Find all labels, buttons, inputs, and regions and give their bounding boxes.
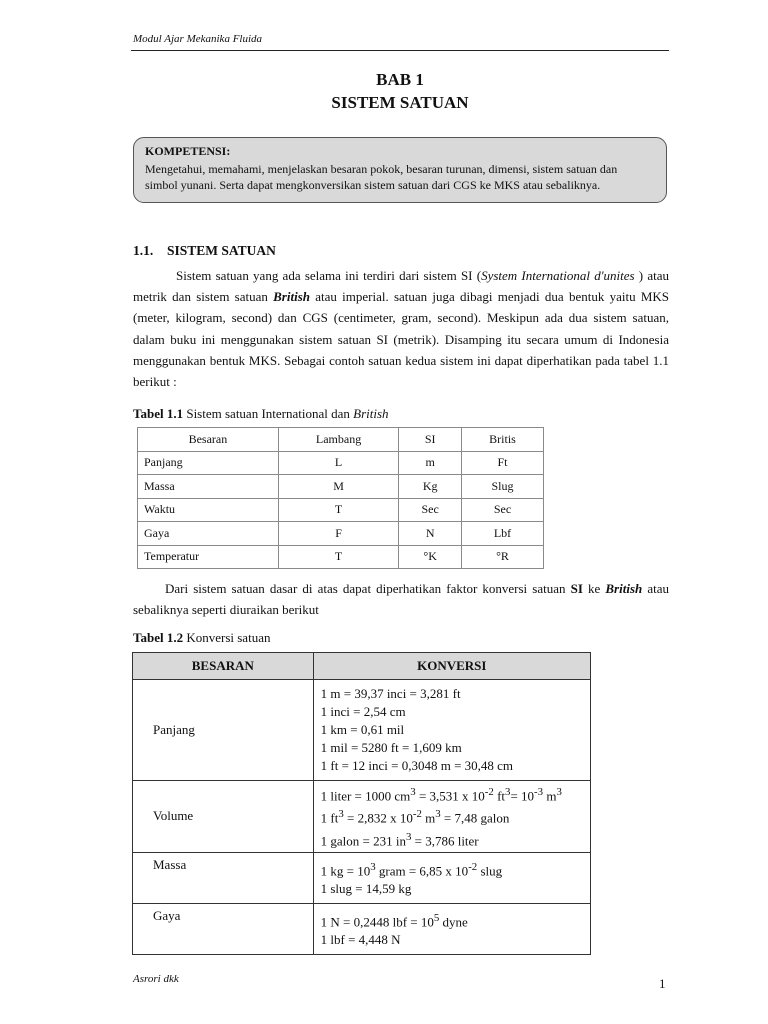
table-cell: Temperatur bbox=[138, 545, 279, 569]
table-cell: Ft bbox=[462, 451, 544, 475]
superscript: -2 bbox=[468, 860, 478, 873]
table-header-row bbox=[133, 653, 591, 680]
header-cell-besaran: BESARAN bbox=[133, 653, 314, 680]
superscript: 3 bbox=[556, 786, 562, 798]
text-run: gram = 6,85 x 10 bbox=[375, 863, 469, 879]
table-cell: m bbox=[399, 451, 462, 475]
text-run: 1 N = 0,2448 lbf = 10 bbox=[320, 914, 434, 930]
table-cell: Waktu bbox=[138, 498, 279, 522]
header-cell-konversi: KONVERSI bbox=[313, 653, 590, 680]
para2-text-3: atau sebaliknya seperti diuraikan berikut bbox=[133, 581, 669, 618]
section-number: 1.1. bbox=[133, 243, 154, 258]
paragraph-conversion-intro bbox=[133, 578, 669, 620]
conversion-line bbox=[321, 805, 583, 827]
table-cell: °K bbox=[399, 545, 462, 569]
conversion-line bbox=[321, 909, 583, 931]
superscript: 3 bbox=[370, 860, 376, 873]
para1-start: Sistem satuan yang ada selama ini terdiri dari sistem SI ( bbox=[176, 268, 482, 283]
table2-caption bbox=[133, 630, 270, 646]
kompetensi-label: KOMPETENSI: bbox=[145, 144, 231, 158]
paragraph-intro bbox=[133, 265, 669, 392]
table-row bbox=[138, 498, 544, 522]
quantity-panjang: Panjang bbox=[133, 680, 314, 781]
table-row bbox=[133, 903, 591, 954]
superscript: -2 bbox=[484, 786, 494, 798]
table-cell: M bbox=[278, 475, 399, 499]
text-run: 1 galon = 231 in bbox=[320, 832, 406, 848]
conversion-cell-panjang bbox=[313, 680, 590, 781]
table-cell: Sec bbox=[399, 498, 462, 522]
kompetensi-text bbox=[145, 161, 656, 193]
quantity-massa: Massa bbox=[133, 852, 314, 903]
table-cell: N bbox=[399, 522, 462, 546]
running-header: Modul Ajar Mekanika Fluida bbox=[133, 33, 263, 45]
conversion-line bbox=[321, 858, 583, 880]
conversion-cell-gaya bbox=[313, 903, 590, 954]
header-cell: Besaran bbox=[138, 428, 279, 452]
table-row bbox=[138, 451, 544, 475]
chapter-title: SISTEM SATUAN bbox=[331, 93, 469, 112]
superscript: 3 bbox=[405, 830, 412, 843]
conversion-line: 1 ft = 12 inci = 0,3048 m = 30,48 cm bbox=[320, 758, 514, 773]
table-cell: F bbox=[278, 522, 399, 546]
quantity-volume: Volume bbox=[133, 781, 314, 853]
text-run: dyne bbox=[439, 914, 468, 930]
text-run: = 2,832 x 10 bbox=[343, 810, 413, 826]
table1-caption-label: Tabel 1.1 bbox=[133, 406, 184, 421]
section-title: SISTEM SATUAN bbox=[167, 243, 276, 258]
table-cell: Lbf bbox=[462, 522, 544, 546]
conversion-line: 1 slug = 14,59 kg bbox=[320, 881, 412, 897]
table-cell: T bbox=[278, 545, 399, 569]
text-run: slug bbox=[477, 863, 503, 879]
table-row bbox=[138, 522, 544, 546]
text-run: 1 ft bbox=[320, 810, 339, 826]
table-row bbox=[138, 545, 544, 569]
superscript: 3 bbox=[505, 786, 511, 798]
text-run: = 3,786 liter bbox=[411, 832, 479, 848]
table-cell: Panjang bbox=[138, 451, 279, 475]
table-cell: L bbox=[278, 451, 399, 475]
table-cell: Massa bbox=[138, 475, 279, 499]
para1-italic-term: System International d'unites bbox=[481, 268, 635, 283]
para1-british-term: British bbox=[273, 289, 310, 305]
table2-caption-text: Konversi satuan bbox=[183, 630, 271, 645]
conversion-table bbox=[132, 652, 591, 955]
table1-caption bbox=[133, 406, 389, 422]
superscript: 3 bbox=[338, 808, 344, 821]
text-run: = 7,48 galon bbox=[440, 810, 510, 826]
conversion-line bbox=[321, 783, 583, 805]
chapter-number: BAB 1 bbox=[376, 70, 424, 89]
table-row bbox=[133, 680, 591, 781]
superscript: -3 bbox=[534, 786, 544, 798]
text-run: = 10 bbox=[510, 788, 535, 804]
table-cell: Slug bbox=[462, 475, 544, 499]
header-cell: Britis bbox=[462, 428, 544, 452]
para2-british-term: British bbox=[605, 581, 643, 596]
quantity-gaya: Gaya bbox=[133, 903, 314, 954]
table-row bbox=[133, 781, 591, 853]
superscript: -2 bbox=[412, 808, 422, 821]
text-run: 1 liter = 1000 cm bbox=[320, 788, 411, 804]
table2-caption-label: Tabel 1.2 bbox=[133, 630, 184, 645]
para2-text-1: Dari sistem satuan dasar di atas dapat diperhatikan faktor konversi satuan bbox=[165, 581, 571, 596]
table-cell: Sec bbox=[462, 498, 544, 522]
text-run: m bbox=[543, 788, 557, 804]
para2-text-2: ke bbox=[582, 581, 606, 596]
text-run: m bbox=[421, 810, 436, 826]
conversion-cell-volume bbox=[313, 781, 590, 853]
table1-caption-text: Sistem satuan International dan bbox=[183, 406, 354, 421]
para1-rest: atau imperial. satuan juga dibagi menjadi dua bentuk yaitu MKS (meter, kilogram, second) dan CGS (centimeter, gram, second). Meskipun ada dua sistem satuan, dalam buku ini menggunakan sistem satuan SI (metrik). Disamping itu secara umum di Indonesia menggunakan bentuk MKS. Sebagai contoh satuan kedua sistem ini dapat diperhatikan pada tabel 1.1 berikut : bbox=[133, 289, 669, 390]
conversion-line: 1 m = 39,37 inci = 3,281 ft bbox=[320, 686, 461, 701]
table-cell: T bbox=[278, 498, 399, 522]
conversion-line: 1 inci = 2,54 cm bbox=[320, 704, 406, 719]
header-cell: SI bbox=[399, 428, 462, 452]
conversion-line: 1 km = 0,61 mil bbox=[320, 722, 405, 737]
table-cell: Gaya bbox=[138, 522, 279, 546]
section-heading bbox=[133, 243, 276, 259]
table-cell: Kg bbox=[399, 475, 462, 499]
footer-author: Asrori dkk bbox=[133, 973, 179, 985]
conversion-cell-massa bbox=[313, 852, 590, 903]
kompetensi-line-2: simbol yunani. Serta dapat mengkonversikan sistem satuan dari CGS ke MKS atau sebaliknya. bbox=[145, 178, 601, 192]
table-row bbox=[133, 852, 591, 903]
table1-caption-italic: British bbox=[353, 406, 389, 421]
units-table bbox=[137, 427, 544, 569]
table-row bbox=[138, 475, 544, 499]
superscript: 3 bbox=[410, 786, 416, 798]
header-cell: Lambang bbox=[278, 428, 399, 452]
para1-after-italic: ) atau metrik dan sistem satuan bbox=[133, 268, 669, 305]
table-header-row bbox=[138, 428, 544, 452]
table-cell: °R bbox=[462, 545, 544, 569]
para2-si-term: SI bbox=[570, 581, 583, 596]
superscript: 3 bbox=[435, 808, 441, 821]
kompetensi-box bbox=[133, 137, 667, 203]
kompetensi-line-1: Mengetahui, memahami, menjelaskan besaran pokok, besaran turunan, dimensi, sistem satuan dan bbox=[145, 162, 618, 176]
conversion-line: 1 mil = 5280 ft = 1,609 km bbox=[320, 740, 462, 755]
header-rule bbox=[131, 50, 669, 51]
text-run: ft bbox=[493, 788, 506, 804]
page-number: 1 bbox=[659, 976, 666, 991]
conversion-line: 1 lbf = 4,448 N bbox=[320, 932, 401, 948]
text-run: = 3,531 x 10 bbox=[415, 788, 485, 804]
text-run: 1 kg = 10 bbox=[320, 863, 371, 879]
superscript: 5 bbox=[433, 911, 440, 924]
conversion-line bbox=[321, 828, 583, 850]
